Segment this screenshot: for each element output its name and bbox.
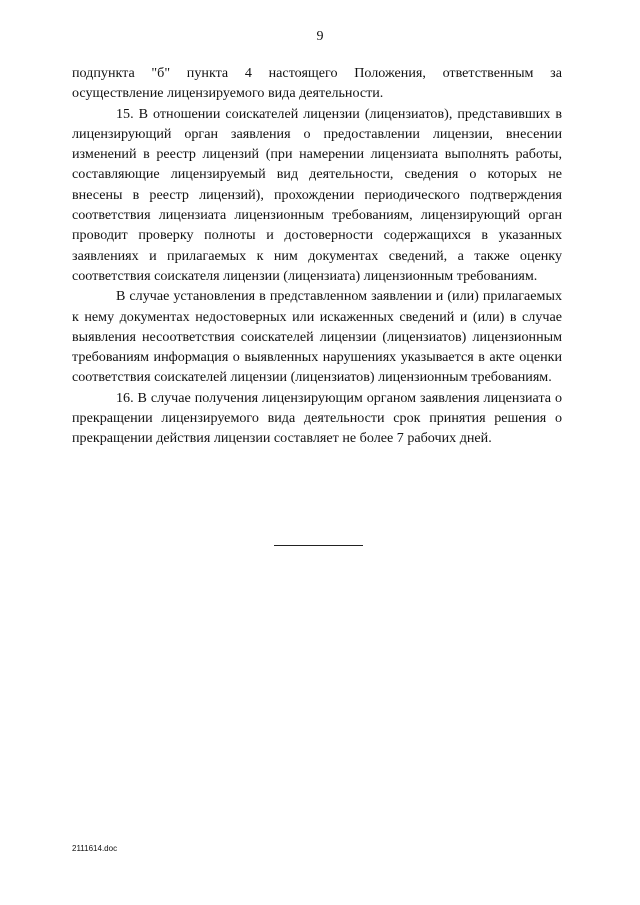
paragraph-15: 15. В отношении соискателей лицензии (лицензиатов), представивших в лицензирующий орган заявления о предоставлении лицензии, внесении изменений в реестр лицензий (при намерении лицензиата выполнять работы, составляющие лицензируемый вид деятельности, сведения о которых не внесены в реестр лицензий), прохождении периодического подтверждения соответствия лицензиата лицензионным требованиям, лицензирующий орган проводит проверку полноты и достоверности содержащихся в указанных заявлениях и прилагаемых к ним документах сведений, а также оценку соответствия соискателя лицензии (лицензиата) лицензионным требованиям.: [72, 105, 562, 284]
document-body: [72, 63, 562, 449]
document-file-code: 2111614.doc: [72, 844, 118, 853]
paragraph-continuation: подпункта "б" пункта 4 настоящего Положения, ответственным за осуществление лицензируемого вида деятельности.: [72, 65, 562, 102]
paragraph-15-violations: В случае установления в представленном заявлении и (или) прилагаемых к нему документах недостоверных или искаженных сведений и (или) в случае выявления несоответствия соискателей лицензии (лицензиатов) лицензионным требованиям информация о выявленных нарушениях указывается в акте оценки соответствия соискателей лицензии (лицензиатов) лицензионным требованиям.: [72, 288, 562, 386]
paragraph-16: 16. В случае получения лицензирующим органом заявления лицензиата о прекращении лицензируемого вида деятельности срок принятия решения о прекращении действия лицензии составляет не более 7 рабочих дней.: [72, 389, 562, 447]
end-separator-line: [274, 545, 363, 546]
page-number: 9: [316, 29, 324, 44]
